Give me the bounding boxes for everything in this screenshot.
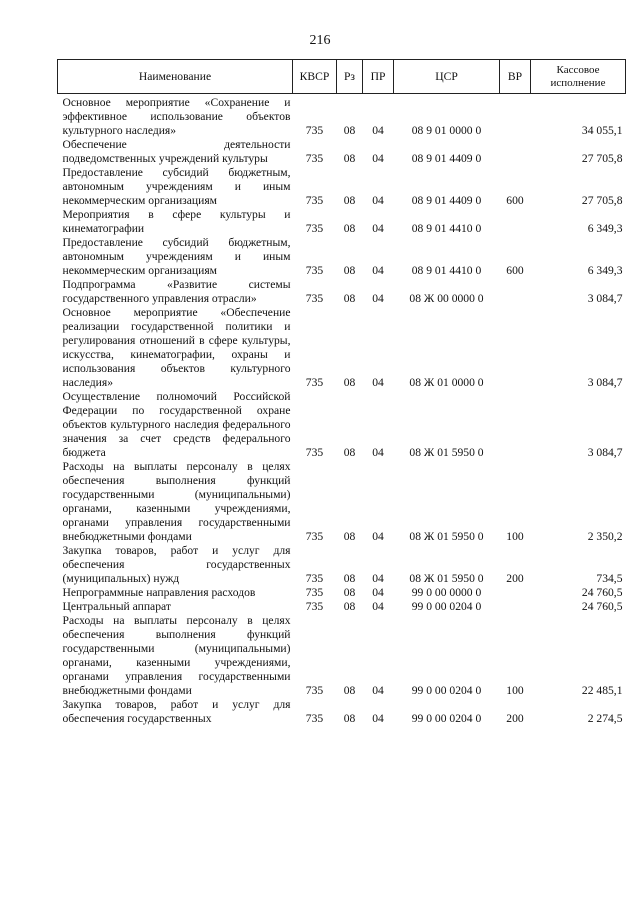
cell-amount: 2 350,2 xyxy=(587,530,623,543)
cell-amount: 2 274,5 xyxy=(587,712,623,725)
cell-pr: 04 xyxy=(372,572,384,585)
cell-amount: 6 349,3 xyxy=(587,264,623,277)
cell-vr xyxy=(500,306,531,390)
cell-rz: 08 xyxy=(343,586,356,599)
cell-kvsr: 735 xyxy=(305,376,324,389)
cell-kvsr: 735 xyxy=(305,684,324,697)
cell-rz: 08 xyxy=(343,600,356,613)
cell-name: Центральный аппарат xyxy=(62,600,171,613)
cell-rz: 08 xyxy=(343,264,356,277)
table-row xyxy=(58,460,626,544)
cell-kvsr: 735 xyxy=(305,222,324,235)
cell-kvsr: 735 xyxy=(305,152,324,165)
cell-vr xyxy=(500,600,531,614)
cell-rz: 08 xyxy=(343,376,356,389)
cell-name: Основное мероприятие «Сохранение и эффективное использование объектов культурного наследия» xyxy=(62,96,291,137)
cell-pr: 04 xyxy=(372,292,384,305)
cell-vr xyxy=(500,208,531,236)
table-row xyxy=(58,166,626,208)
table-row xyxy=(58,208,626,236)
cell-csr: 08 9 01 4409 0 xyxy=(411,152,482,165)
table-row xyxy=(58,698,626,726)
cell-amount: 34 055,1 xyxy=(581,124,623,137)
cell-amount: 3 084,7 xyxy=(587,446,623,459)
cell-name: Мероприятия в сфере культуры и кинематографии xyxy=(62,208,291,235)
cell-pr: 04 xyxy=(372,376,384,389)
cell-csr: 08 9 01 0000 0 xyxy=(411,124,482,137)
cell-amount: 734,5 xyxy=(596,572,623,585)
cell-name: Осуществление полномочий Российской Федерации по государственной охране объектов культурного наследия федерального значения за счет средств федерального бюджета xyxy=(62,390,291,459)
cell-vr: 200 xyxy=(506,572,524,585)
cell-rz: 08 xyxy=(343,684,356,697)
cell-rz: 08 xyxy=(343,446,356,459)
cell-kvsr: 735 xyxy=(305,600,324,613)
cell-amount: 3 084,7 xyxy=(587,376,623,389)
cell-pr: 04 xyxy=(372,530,384,543)
cell-csr: 99 0 00 0000 0 xyxy=(411,586,482,599)
cell-rz: 08 xyxy=(343,572,356,585)
table-row xyxy=(58,600,626,614)
cell-name: Закупка товаров, работ и услуг для обеспечения государственных (муниципальных) нужд xyxy=(62,544,291,585)
table-row xyxy=(58,306,626,390)
cell-rz: 08 xyxy=(343,152,356,165)
cell-rz: 08 xyxy=(343,194,356,207)
cell-name: Расходы на выплаты персоналу в целях обеспечения выполнения функций государственными (муниципальными) органами, казенными учреждениями, органами управления государственными внебюджетными фондами xyxy=(62,614,291,697)
cell-name: Предоставление субсидий бюджетным, автономным учреждениям и иным некоммерческим организациям xyxy=(62,236,291,277)
table-body xyxy=(58,94,626,727)
cell-vr: 100 xyxy=(506,530,524,543)
cell-amount: 22 485,1 xyxy=(581,684,623,697)
cell-pr: 04 xyxy=(372,446,384,459)
header-name: Наименование xyxy=(58,60,293,94)
cell-rz: 08 xyxy=(343,222,356,235)
cell-vr xyxy=(500,390,531,460)
cell-pr: 04 xyxy=(372,264,384,277)
cell-amount: 24 760,5 xyxy=(581,586,623,599)
cell-vr xyxy=(500,94,531,139)
table-row xyxy=(58,138,626,166)
cell-amount: 3 084,7 xyxy=(587,292,623,305)
cell-kvsr: 735 xyxy=(305,446,324,459)
cell-pr: 04 xyxy=(372,712,384,725)
cell-pr: 04 xyxy=(372,222,384,235)
cell-csr: 08 9 01 4410 0 xyxy=(411,222,482,235)
cell-name: Закупка товаров, работ и услуг для обеспечения государственных xyxy=(62,698,291,725)
cell-kvsr: 735 xyxy=(305,530,324,543)
cell-csr: 99 0 00 0204 0 xyxy=(411,684,482,697)
cell-amount: 27 705,8 xyxy=(581,194,623,207)
cell-pr: 04 xyxy=(372,600,384,613)
table-row xyxy=(58,544,626,586)
cell-kvsr: 735 xyxy=(305,124,324,137)
page-number: 216 xyxy=(309,33,331,48)
cell-kvsr: 735 xyxy=(305,572,324,585)
cell-amount: 6 349,3 xyxy=(587,222,623,235)
cell-amount: 24 760,5 xyxy=(581,600,623,613)
cell-csr: 08 Ж 01 5950 0 xyxy=(409,446,484,459)
table-header-row xyxy=(58,60,626,94)
cell-vr: 200 xyxy=(506,712,524,725)
cell-rz: 08 xyxy=(343,530,356,543)
cell-name: Обеспечение деятельности подведомственных учреждений культуры xyxy=(62,138,291,165)
cell-name: Непрограммные направления расходов xyxy=(62,586,256,599)
cell-vr xyxy=(500,278,531,306)
header-rz: Рз xyxy=(337,60,363,94)
cell-pr: 04 xyxy=(372,152,384,165)
cell-name: Предоставление субсидий бюджетным, автономным учреждениям и иным некоммерческим организациям xyxy=(62,166,291,207)
header-kassa: Кассовое исполнение xyxy=(531,60,626,94)
table-row xyxy=(58,586,626,600)
cell-csr: 08 Ж 01 5950 0 xyxy=(409,530,484,543)
table-row xyxy=(58,390,626,460)
cell-kvsr: 735 xyxy=(305,194,324,207)
cell-pr: 04 xyxy=(372,684,384,697)
header-kvsr: КВСР xyxy=(293,60,337,94)
cell-rz: 08 xyxy=(343,292,356,305)
cell-kvsr: 735 xyxy=(305,586,324,599)
cell-kvsr: 735 xyxy=(305,264,324,277)
cell-csr: 08 Ж 01 5950 0 xyxy=(409,572,484,585)
cell-pr: 04 xyxy=(372,194,384,207)
cell-csr: 08 Ж 00 0000 0 xyxy=(409,292,484,305)
cell-csr: 99 0 00 0204 0 xyxy=(411,712,482,725)
header-pr: ПР xyxy=(363,60,394,94)
table-row xyxy=(58,278,626,306)
table-row xyxy=(58,614,626,698)
cell-name: Основное мероприятие «Обеспечение реализации государственной политики и регулирования отношений в сфере культуры, искусства, кинематографии, охраны и использования объектов культурного наследия» xyxy=(62,306,291,389)
cell-csr: 99 0 00 0204 0 xyxy=(411,600,482,613)
cell-pr: 04 xyxy=(372,586,384,599)
budget-table xyxy=(57,59,626,726)
cell-vr xyxy=(500,586,531,600)
table-row xyxy=(58,94,626,139)
cell-pr: 04 xyxy=(372,124,384,137)
cell-vr xyxy=(500,138,531,166)
cell-name: Расходы на выплаты персоналу в целях обеспечения выполнения функций государственными (муниципальными) органами, казенными учреждениями, органами управления государственными внебюджетными фондами xyxy=(62,460,291,543)
cell-amount: 27 705,8 xyxy=(581,152,623,165)
cell-name: Подпрограмма «Развитие системы государственного управления отрасли» xyxy=(62,278,291,305)
cell-vr: 600 xyxy=(506,264,524,277)
cell-rz: 08 xyxy=(343,712,356,725)
header-vr: ВР xyxy=(500,60,531,94)
cell-csr: 08 9 01 4409 0 xyxy=(411,194,482,207)
cell-csr: 08 9 01 4410 0 xyxy=(411,264,482,277)
cell-kvsr: 735 xyxy=(305,292,324,305)
header-csr: ЦСР xyxy=(394,60,500,94)
cell-vr: 600 xyxy=(506,194,524,207)
cell-csr: 08 Ж 01 0000 0 xyxy=(409,376,484,389)
cell-kvsr: 735 xyxy=(305,712,324,725)
table-row xyxy=(58,236,626,278)
cell-vr: 100 xyxy=(506,684,524,697)
cell-rz: 08 xyxy=(343,124,356,137)
